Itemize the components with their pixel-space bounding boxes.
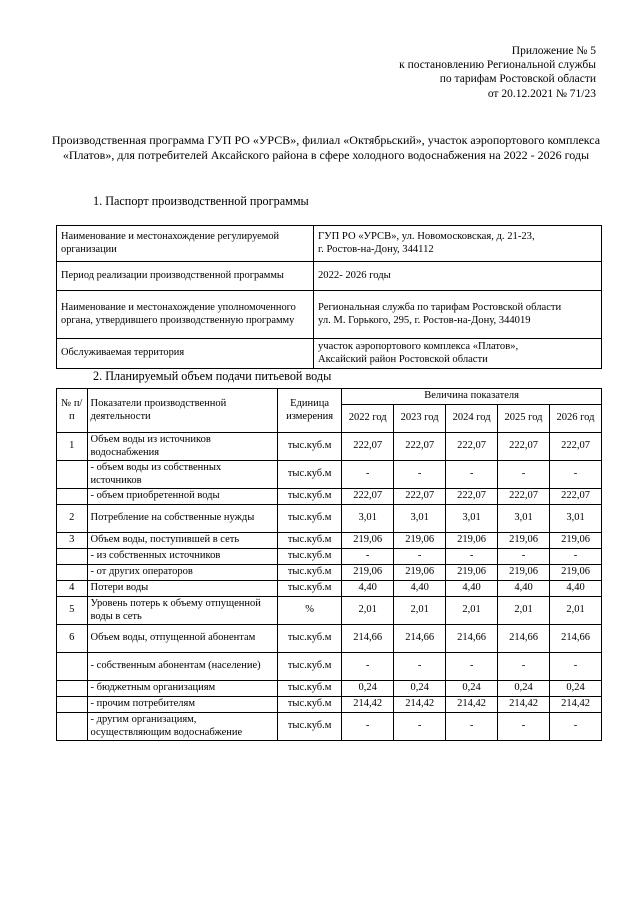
row-value: 222,07 [394, 489, 446, 505]
table-row [57, 565, 602, 581]
table-row [57, 489, 602, 505]
row-num [57, 697, 88, 713]
row-value: 2,01 [550, 597, 602, 625]
appendix-line: к постановлению Региональной службы [399, 59, 596, 72]
row-value: 0,24 [446, 681, 498, 697]
row-value: 4,40 [550, 581, 602, 597]
row-value: 2,01 [394, 597, 446, 625]
table-row [57, 461, 602, 489]
row-unit: тыс.куб.м [278, 505, 342, 533]
row-value: - [498, 653, 550, 681]
passport-row [57, 339, 602, 369]
row-value: 214,42 [498, 697, 550, 713]
header-unit: Единица измерения [278, 389, 342, 433]
passport-row [57, 291, 602, 339]
row-unit: тыс.куб.м [278, 697, 342, 713]
table-row [57, 713, 602, 741]
row-value: 219,06 [446, 533, 498, 549]
passport-value-line: Региональная служба по тарифам Ростовской области [318, 302, 562, 313]
row-value: 3,01 [446, 505, 498, 533]
appendix-header [399, 44, 596, 101]
row-value: 214,42 [394, 697, 446, 713]
row-value: - [550, 653, 602, 681]
passport-value [314, 291, 602, 339]
section-2-heading: 2. Планируемый объем подачи питьевой воды [93, 369, 332, 383]
water-volume-table [56, 388, 602, 741]
row-value: 219,06 [342, 533, 394, 549]
row-unit: тыс.куб.м [278, 533, 342, 549]
appendix-line: по тарифам Ростовской области [439, 73, 596, 86]
row-value: 214,42 [342, 697, 394, 713]
row-value: - [498, 461, 550, 489]
passport-table [56, 225, 602, 369]
passport-value-line: ул. М. Горького, 295, г. Ростов-на-Дону, 344019 [318, 314, 531, 326]
row-value: - [342, 713, 394, 741]
row-value: 4,40 [394, 581, 446, 597]
header-year: 2024 год [446, 405, 498, 433]
row-value: 3,01 [550, 505, 602, 533]
row-num [57, 681, 88, 697]
header-num: № п/п [57, 389, 88, 433]
row-unit: тыс.куб.м [278, 681, 342, 697]
row-indicator: - от других операторов [87, 565, 277, 581]
passport-value-line: Аксайский район Ростовской области [318, 353, 488, 365]
row-value: - [446, 653, 498, 681]
row-num [57, 489, 88, 505]
header-year: 2025 год [498, 405, 550, 433]
row-indicator: Объем воды из источников водоснабжения [87, 433, 277, 461]
table-row [57, 625, 602, 653]
passport-label: Обслуживаемая территория [57, 339, 314, 369]
section-1-heading: 1. Паспорт производственной программы [93, 194, 309, 208]
row-value: 222,07 [446, 489, 498, 505]
passport-value [314, 262, 602, 291]
row-value: 214,42 [446, 697, 498, 713]
passport-row [57, 226, 602, 262]
row-value: 219,06 [394, 533, 446, 549]
row-value: 4,40 [342, 581, 394, 597]
row-indicator: - объем воды из собственных источников [87, 461, 277, 489]
row-value: - [550, 713, 602, 741]
row-value: - [342, 461, 394, 489]
row-num: 1 [57, 433, 88, 461]
appendix-line: Приложение № 5 [511, 45, 596, 57]
row-indicator: Потребление на собственные нужды [87, 505, 277, 533]
appendix-line: от 20.12.2021 № 71/23 [487, 87, 596, 100]
passport-value-line: ГУП РО «УРСВ», ул. Новомосковская, д. 21-23, [318, 231, 535, 242]
row-indicator: - бюджетным организациям [87, 681, 277, 697]
row-value: - [394, 653, 446, 681]
passport-label: Наименование и местонахождение уполномоченного органа, утвердившего производственную программу [57, 291, 314, 339]
row-value: 219,06 [550, 565, 602, 581]
row-unit: тыс.куб.м [278, 489, 342, 505]
passport-label: Период реализации производственной программы [57, 262, 314, 291]
table-row [57, 433, 602, 461]
row-value: 2,01 [342, 597, 394, 625]
row-value: 222,07 [498, 433, 550, 461]
row-value: 219,06 [498, 565, 550, 581]
row-value: - [342, 653, 394, 681]
row-value: 222,07 [342, 489, 394, 505]
row-indicator: Объем воды, отпущенной абонентам [87, 625, 277, 653]
row-value: 214,66 [342, 625, 394, 653]
row-value: 0,24 [394, 681, 446, 697]
row-value: - [394, 549, 446, 565]
row-value: 222,07 [342, 433, 394, 461]
row-value: 219,06 [394, 565, 446, 581]
row-num [57, 653, 88, 681]
passport-value-line: г. Ростов-на-Дону, 344112 [318, 243, 434, 255]
row-value: - [550, 461, 602, 489]
row-unit: тыс.куб.м [278, 461, 342, 489]
passport-value-line: участок аэропортового комплекса «Платов», [318, 341, 519, 352]
row-value: 2,01 [446, 597, 498, 625]
row-num: 4 [57, 581, 88, 597]
row-unit: тыс.куб.м [278, 549, 342, 565]
row-value: 0,24 [342, 681, 394, 697]
row-num [57, 713, 88, 741]
row-value: 219,06 [342, 565, 394, 581]
row-value: 219,06 [550, 533, 602, 549]
row-value: - [342, 549, 394, 565]
row-value: - [446, 549, 498, 565]
row-value: 222,07 [550, 433, 602, 461]
passport-row [57, 262, 602, 291]
table-row [57, 549, 602, 565]
row-value: 222,07 [498, 489, 550, 505]
row-value: 222,07 [550, 489, 602, 505]
row-unit: тыс.куб.м [278, 625, 342, 653]
row-value: 219,06 [446, 565, 498, 581]
table-row [57, 505, 602, 533]
row-indicator: Уровень потерь к объему отпущенной воды в сеть [87, 597, 277, 625]
row-value: 214,66 [498, 625, 550, 653]
passport-value-line: 2022- 2026 годы [318, 269, 391, 281]
row-indicator: - прочим потребителям [87, 697, 277, 713]
header-value-group: Величина показателя [342, 389, 602, 405]
row-unit: тыс.куб.м [278, 713, 342, 741]
row-value: - [394, 713, 446, 741]
row-value: 222,07 [394, 433, 446, 461]
row-unit: тыс.куб.м [278, 565, 342, 581]
row-value: 2,01 [498, 597, 550, 625]
row-indicator: - другим организациям, осуществляющим водоснабжение [87, 713, 277, 741]
row-value: - [446, 461, 498, 489]
row-value: 3,01 [394, 505, 446, 533]
row-value: - [498, 713, 550, 741]
row-num [57, 549, 88, 565]
row-num: 3 [57, 533, 88, 549]
row-value: 0,24 [550, 681, 602, 697]
row-value: - [446, 713, 498, 741]
table-header-row [57, 389, 602, 405]
row-value: 214,66 [394, 625, 446, 653]
row-unit: % [278, 597, 342, 625]
row-num: 5 [57, 597, 88, 625]
row-unit: тыс.куб.м [278, 433, 342, 461]
passport-label: Наименование и местонахождение регулируемой организации [57, 226, 314, 262]
row-value: - [394, 461, 446, 489]
row-unit: тыс.куб.м [278, 581, 342, 597]
row-value: 0,24 [498, 681, 550, 697]
row-value: 4,40 [446, 581, 498, 597]
row-value: 214,66 [550, 625, 602, 653]
table-row [57, 681, 602, 697]
row-value: - [550, 549, 602, 565]
row-value: - [498, 549, 550, 565]
table-row [57, 697, 602, 713]
table-row [57, 533, 602, 549]
header-year: 2022 год [342, 405, 394, 433]
table-row [57, 653, 602, 681]
row-indicator: Потери воды [87, 581, 277, 597]
row-indicator: - объем приобретенной воды [87, 489, 277, 505]
row-value: 214,42 [550, 697, 602, 713]
passport-value [314, 339, 602, 369]
passport-value [314, 226, 602, 262]
row-num [57, 565, 88, 581]
row-value: 4,40 [498, 581, 550, 597]
row-value: 3,01 [498, 505, 550, 533]
row-unit: тыс.куб.м [278, 653, 342, 681]
header-year: 2023 год [394, 405, 446, 433]
row-num [57, 461, 88, 489]
row-value: 222,07 [446, 433, 498, 461]
row-value: 3,01 [342, 505, 394, 533]
table-row [57, 597, 602, 625]
row-indicator: - собственным абонентам (население) [87, 653, 277, 681]
document-title: Производственная программа ГУП РО «УРСВ», филиал «Октябрьский», участок аэропортового комплекса «Платов», для потребителей Аксайского района в сфере холодного водоснабжения на 2022 - 2026 годы [51, 133, 601, 162]
table-body [57, 433, 602, 741]
header-indicator: Показатели производственной деятельности [87, 389, 277, 433]
row-indicator: Объем воды, поступившей в сеть [87, 533, 277, 549]
row-value: 214,66 [446, 625, 498, 653]
row-num: 6 [57, 625, 88, 653]
row-value: 219,06 [498, 533, 550, 549]
row-indicator: - из собственных источников [87, 549, 277, 565]
table-row [57, 581, 602, 597]
row-num: 2 [57, 505, 88, 533]
header-year: 2026 год [550, 405, 602, 433]
